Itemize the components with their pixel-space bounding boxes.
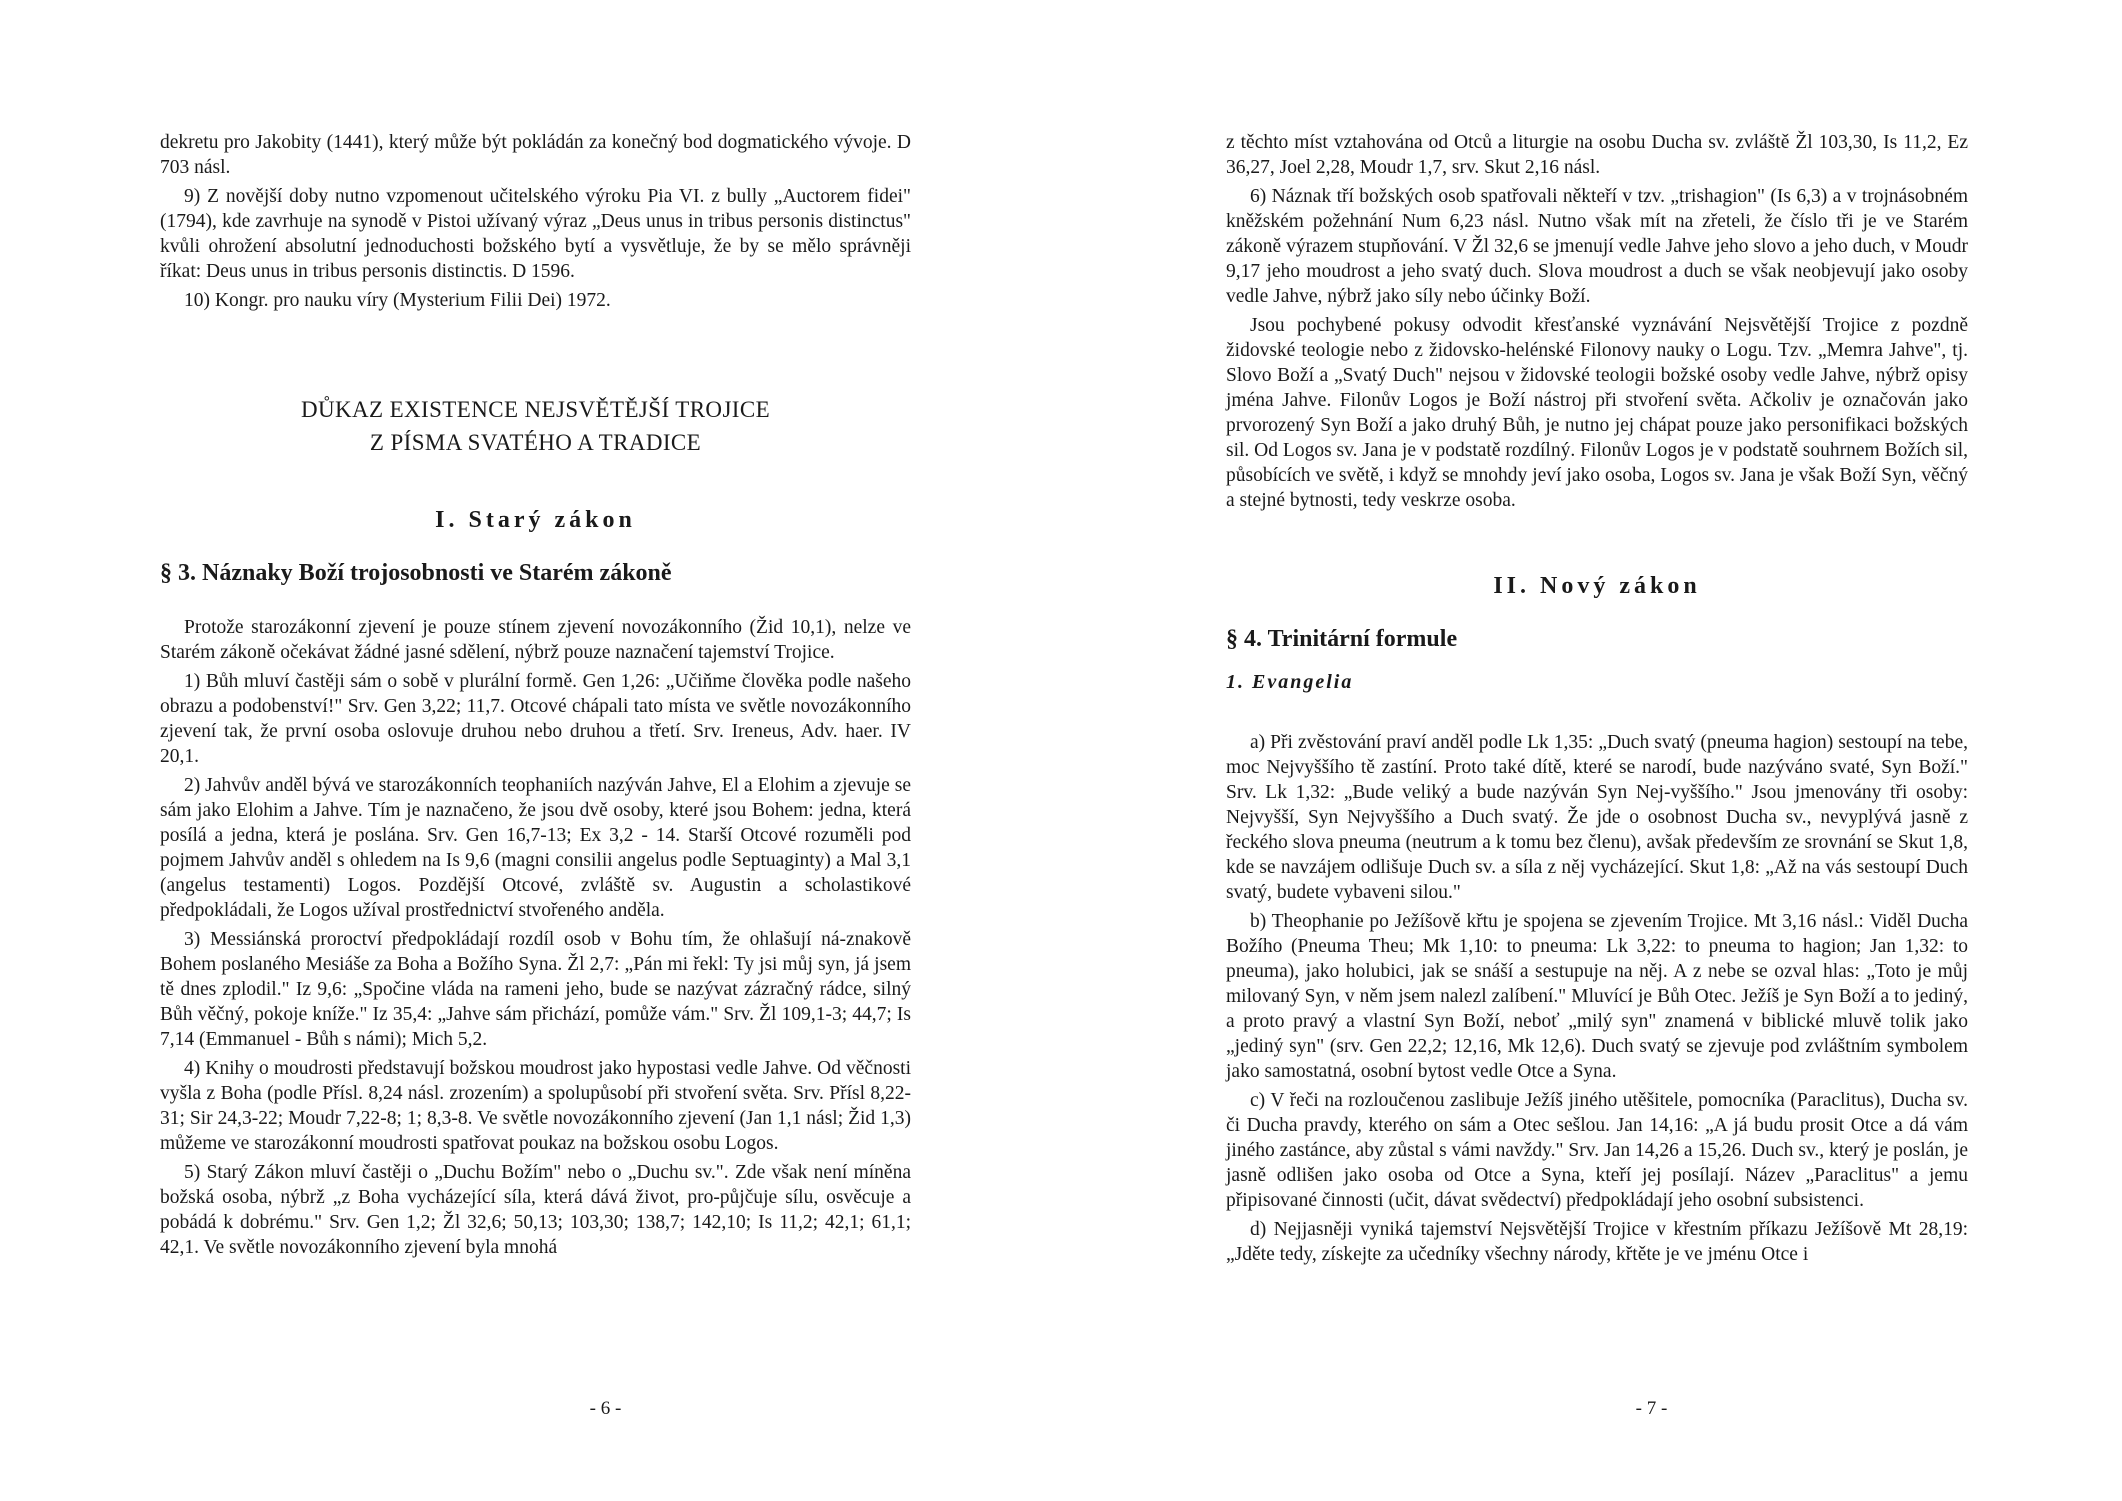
chapter-title-line-2: Z PÍSMA SVATÉHO A TRADICE (369, 430, 702, 455)
left-page-text (160, 130, 911, 1264)
right-page (1061, 0, 2122, 1501)
paragraph: 2) Jahvův anděl bývá ve starozákonních teophaniích nazýván Jahve, El a Elohim a zjevuje se sám jako Elohim a Jahve. Tím je naznačeno, že jsou dvě osoby, které jsou Bohem: jedna, která posílá a jedna, která je poslána. Srv. Gen 16,7-13; Ex 3,2 - 14. Starší Otcové rozuměli pod pojmem Jahvův anděl s ohledem na Is 9,6 (magni consilii angelus podle Septuaginty) a Mal 3,1 (angelus testamenti) Logos. Pozdější Otcové, zvláště sv. Augustin a scholastikové předpokládali, že Logos užíval prostřednictví stvořeného anděla. (160, 775, 911, 921)
paragraph: 5) Starý Zákon mluví častěji o „Duchu Božím" nebo o „Duchu sv.". Zde však není míněna božská osoba, nýbrž „z Boha vycházející síla, která dává život, pro-půjčuje sílu, osvěcuje a pobádá k dobrému." Srv. Gen 1,2; Žl 32,6; 50,13; 103,30; 138,7; 142,10; Is 11,2; 42,1; 61,1; 42,1. Ve světle novozákonního zjevení byla mnohá (160, 1162, 911, 1258)
chapter-title-line-1: DŮKAZ EXISTENCE NEJSVĚTĚJŠÍ TROJICE (300, 397, 771, 422)
section-heading-4: § 4. Trinitární formule (1226, 626, 1458, 652)
paragraph: 1) Bůh mluví častěji sám o sobě v plurální formě. Gen 1,26: „Učiňme člověka podle našeho obrazu a podobenství!" Srv. Gen 3,22; 11,7. Otcové chápali tato místa ve světle novozákonního zjevení tak, že první osoba oslovuje druhou nebo druhou a třetí. Srv. Ireneus, Adv. haer. IV 20,1. (160, 671, 911, 767)
paragraph: Protože starozákonní zjevení je pouze stínem zjevení novozákonního (Žid 10,1), nelze ve Starém zákoně očekávat žádné jasné sdělení, nýbrž pouze naznačení tajemství Trojice. (160, 617, 911, 663)
right-page-text (1226, 130, 1968, 1271)
part-heading-old-testament: I. Starý zákon (435, 507, 636, 533)
paragraph: 6) Náznak tří božských osob spatřovali někteří v tzv. „trishagion" (Is 6,3) a v trojnásobném kněžském požehnání Num 6,23 násl. Nutno však mít na zřeteli, že číslo tři je ve Starém zákoně výrazem stupňování. V Žl 32,6 se jmenují vedle Jahve jeho slovo a jeho duch, v Moudr 9,17 jeho moudrost a jeho svatý duch. Slova moudrost a duch se však neobjevují jako osoby vedle Jahve, nýbrž jako síly nebo účinky Boží. (1226, 186, 1968, 307)
page-number-right: - 7 - (1635, 1398, 1668, 1419)
footnote-10: 10) Kongr. pro nauku víry (Mysterium Filii Dei) 1972. (184, 290, 611, 311)
paragraph: z těchto míst vztahována od Otců a liturgie na osobu Ducha sv. zvláště Žl 103,30, Is 11,2, Ez 36,27, Joel 2,28, Moudr 1,7, srv. Skut 2,16 násl. (1226, 132, 1968, 178)
section-heading-3: § 3. Náznaky Boží trojosobnosti ve Starém zákoně (160, 560, 672, 586)
footnote-continuation: dekretu pro Jakobity (1441), který může být pokládán za konečný bod dogmatického vývoje. D 703 násl. (160, 132, 911, 178)
paragraph: 3) Messiánská proroctví předpokládají rozdíl osob v Bohu tím, že ohlašují ná-znakově Bohem poslaného Mesiáše za Boha a Božího Syna. Žl 2,7: „Pán mi řekl: Ty jsi můj syn, já jsem tě dnes zplodil." Iz 9,6: „Spočine vláda na rameni jeho, bude se nazývat zázračný rádce, silný Bůh věčný, pokoje kníže." Iz 35,4: „Jahve sám přichází, pomůže vám." Srv. Žl 109,1-3; 44,7; Is 7,14 (Emmanuel - Bůh s námi); Mich 5,2. (160, 929, 911, 1050)
footnote-9: 9) Z novější doby nutno vzpomenout učitelského výroku Pia VI. z bully „Auctorem fidei" (1794), kde zavrhuje na synodě v Pistoi užívaný výraz „Deus unus in tribus personis distinctus" kvůli ohrožení absolutní jednoduchosti božského bytí a vysvětluje, že by se mělo správněji říkat: Deus unus in tribus personis distinctis. D 1596. (160, 186, 911, 282)
paragraph: c) V řeči na rozloučenou zaslibuje Ježíš jiného utěšitele, pomocníka (Paraclitus), Ducha sv. či Ducha pravdy, kterého on sám a Otec sešlou. Jan 14,16: „A já budu prosit Otce a dá vám jiného zastánce, aby zůstal s vámi navždy." Srv. Jan 14,26 a 15,26. Duch sv., který je poslán, je jasně odlišen jako osoba od Otce a Syna, kteří jej posílají. Název „Paraclitus" a jemu připisované činnosti (učit, dávat svědectví) předpokládají jeho osobní subsistenci. (1226, 1090, 1968, 1211)
paragraph: 4) Knihy o moudrosti představují božskou moudrost jako hypostasi vedle Jahve. Od věčnosti vyšla z Boha (podle Přísl. 8,24 násl. zrozením) a spolupůsobí při stvoření světa. Srv. Přísl 8,22-31; Sir 24,3-22; Moudr 7,22-8; 1; 8,3-8. Ve světle novozákonního zjevení (Jan 1,1 násl; Žid 1,3) můžeme ve starozákonní moudrosti spatřovat poukaz na božskou osobu Logos. (160, 1058, 911, 1154)
paragraph: a) Při zvěstování praví anděl podle Lk 1,35: „Duch svatý (pneuma hagion) sestoupí na tebe, moc Nejvyššího tě zastíní. Proto také dítě, které se narodí, bude nazýváno svaté, Syn Boží." Srv. Lk 1,32: „Bude veliký a bude nazýván Syn Nej-vyššího." Jsou jmenovány tři osoby: Nejvyšší, Syn Nejvyššího a Duch svatý. Že jde o osobnost Ducha sv., nevyplývá jasně z řeckého slova pneuma (neutrum a k tomu bez členu), avšak především ze srovnání se Skut 1,8, kde se navzájem odlišuje Duch sv. a síla z něj vycházející. Skut 1,8: „Až na vás sestoupí Duch svatý, budete vybaveni silou." (1226, 732, 1968, 903)
paragraph: Jsou pochybené pokusy odvodit křesťanské vyznávání Nejsvětější Trojice z pozdně židovské teologie nebo z židovsko-helénské Filonovy nauky o Logu. Tzv. „Memra Jahve", tj. Slovo Boží a „Svatý Duch" nejsou v židovské teologii božské osoby vedle Jahve, nýbrž opisy jména Jahve. Filonův Logos je Boží nástroj při stvoření světa. Ačkoliv je označován jako prvorozený Syn Boží a jako druhý Bůh, je nutno jej chápat pouze jako personifikaci božských sil. Od Logos sv. Jana je v podstatě rozdílný. Filonův Logos je v podstatě souhrnem Božích sil, působících ve světě, i když se mnohdy jeví jako osoba, Logos sv. Jana je však Boží Syn, věčný a stejné bytnosti, tedy veskrze osoba. (1226, 315, 1968, 511)
paragraph: b) Theophanie po Ježíšově křtu je spojena se zjevením Trojice. Mt 3,16 násl.: Viděl Ducha Božího (Pneuma Theu; Mk 1,10: to pneuma: Lk 3,22: to pneuma to hagion; Jan 1,32: to pneuma), jako holubici, jak se snáší a sestupuje na něj. A z nebe se ozval hlas: „Toto je můj milovaný Syn, v něm jsem nalezl zalíbení." Mluvící je Bůh Otec. Ježíš je Syn Boží a to jediný, a proto pravý a vlastní Syn Boží, neboť „milý syn" znamená v biblické mluvě tolik jako „jediný syn" (srv. Gen 22,2; 12,16, Mk 12,6). Duch svatý se zjevuje pod zvláštním symbolem jako samostatná, osobní bytost vedle Otce a Syna. (1226, 911, 1968, 1082)
paragraph: d) Nejjasněji vyniká tajemství Nejsvětější Trojice v křestním příkazu Ježíšově Mt 28,19: „Jděte tedy, získejte za učedníky všechny národy, křtěte je ve jménu Otce i (1226, 1219, 1968, 1265)
chapter-title (160, 393, 911, 459)
sub-heading-evangelia: 1. Evangelia (1226, 671, 1354, 693)
page-number-left: - 6 - (589, 1398, 622, 1419)
part-heading-new-testament: II. Nový zákon (1493, 573, 1701, 599)
